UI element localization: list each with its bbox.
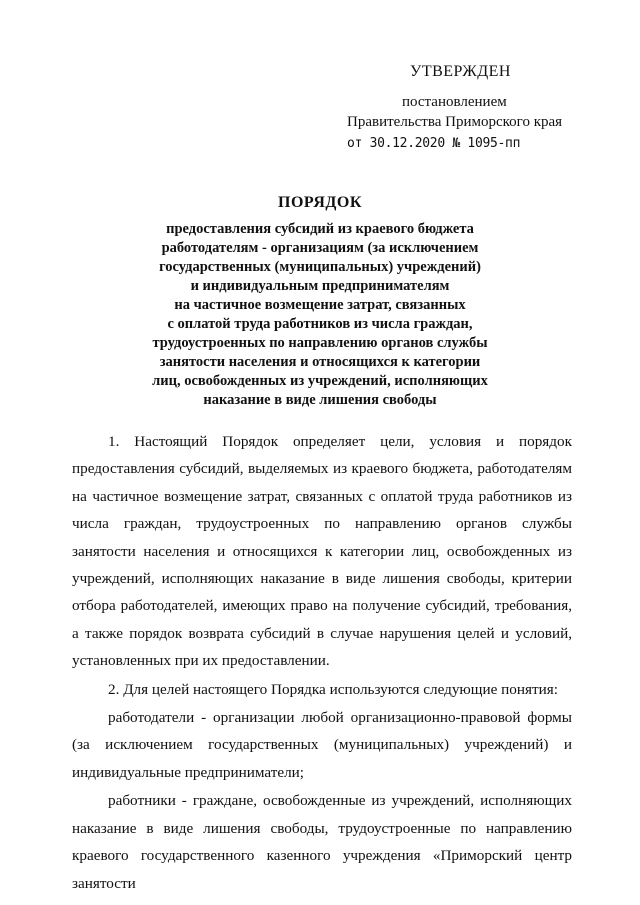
subtitle-line: занятости населения и относящихся к категории	[159, 354, 481, 370]
subtitle-line: наказание в виде лишения свободы	[203, 392, 437, 408]
document-body	[72, 428, 572, 897]
approval-block	[345, 62, 585, 154]
subtitle-line: государственных (муниципальных) учреждений)	[159, 259, 481, 275]
subtitle-line: лиц, освобожденных из учреждений, исполняющих	[152, 373, 488, 389]
subtitle-line: предоставления субсидий из краевого бюджета	[166, 221, 474, 237]
subtitle-line: с оплатой труда работников из числа граждан,	[167, 316, 473, 332]
document-title: ПОРЯДОК	[278, 194, 362, 211]
subtitle-line: и индивидуальным предпринимателям	[190, 278, 450, 294]
document-subtitle	[100, 220, 540, 410]
subtitle-line: работодателям - организациям (за исключением	[161, 240, 479, 256]
approval-date-number: от 30.12.2020 № 1095-пп	[347, 136, 521, 151]
paragraph-definition-workers: работники - граждане, освобожденные из учреждений, исполняющих наказание в виде лишения свободы, трудоустроенные по направлению краевого государственного казенного учреждения «Приморский центр занятости	[72, 792, 572, 892]
approval-government: Правительства Приморского края	[347, 114, 563, 130]
paragraph-definition-employers: работодатели - организации любой организационно-правовой формы (за исключением государственных (муниципальных) учреждений) и индивидуальные предприниматели;	[72, 709, 572, 781]
subtitle-line: на частичное возмещение затрат, связанных	[174, 297, 466, 313]
approval-by: постановлением	[402, 94, 507, 110]
approval-stamp: УТВЕРЖДЕН	[410, 63, 511, 80]
paragraph-1: 1. Настоящий Порядок определяет цели, условия и порядок предоставления субсидий, выделяемых из краевого бюджета, работодателям на частичное возмещение затрат, связанных с оплатой труда работников из числа граждан, трудоустроенных по направлению органов службы занятости населения и относящихся к категории лиц, освобожденных из учреждений, исполняющих наказание в виде лишения свободы, критерии отбора работодателей, имеющих право на получение субсидий, требования, а также порядок возврата субсидий в случае нарушения целей и условий, установленных при их предоставлении.	[72, 433, 572, 670]
paragraph-2: 2. Для целей настоящего Порядка используются следующие понятия:	[108, 680, 558, 698]
subtitle-line: трудоустроенных по направлению органов службы	[152, 335, 488, 351]
